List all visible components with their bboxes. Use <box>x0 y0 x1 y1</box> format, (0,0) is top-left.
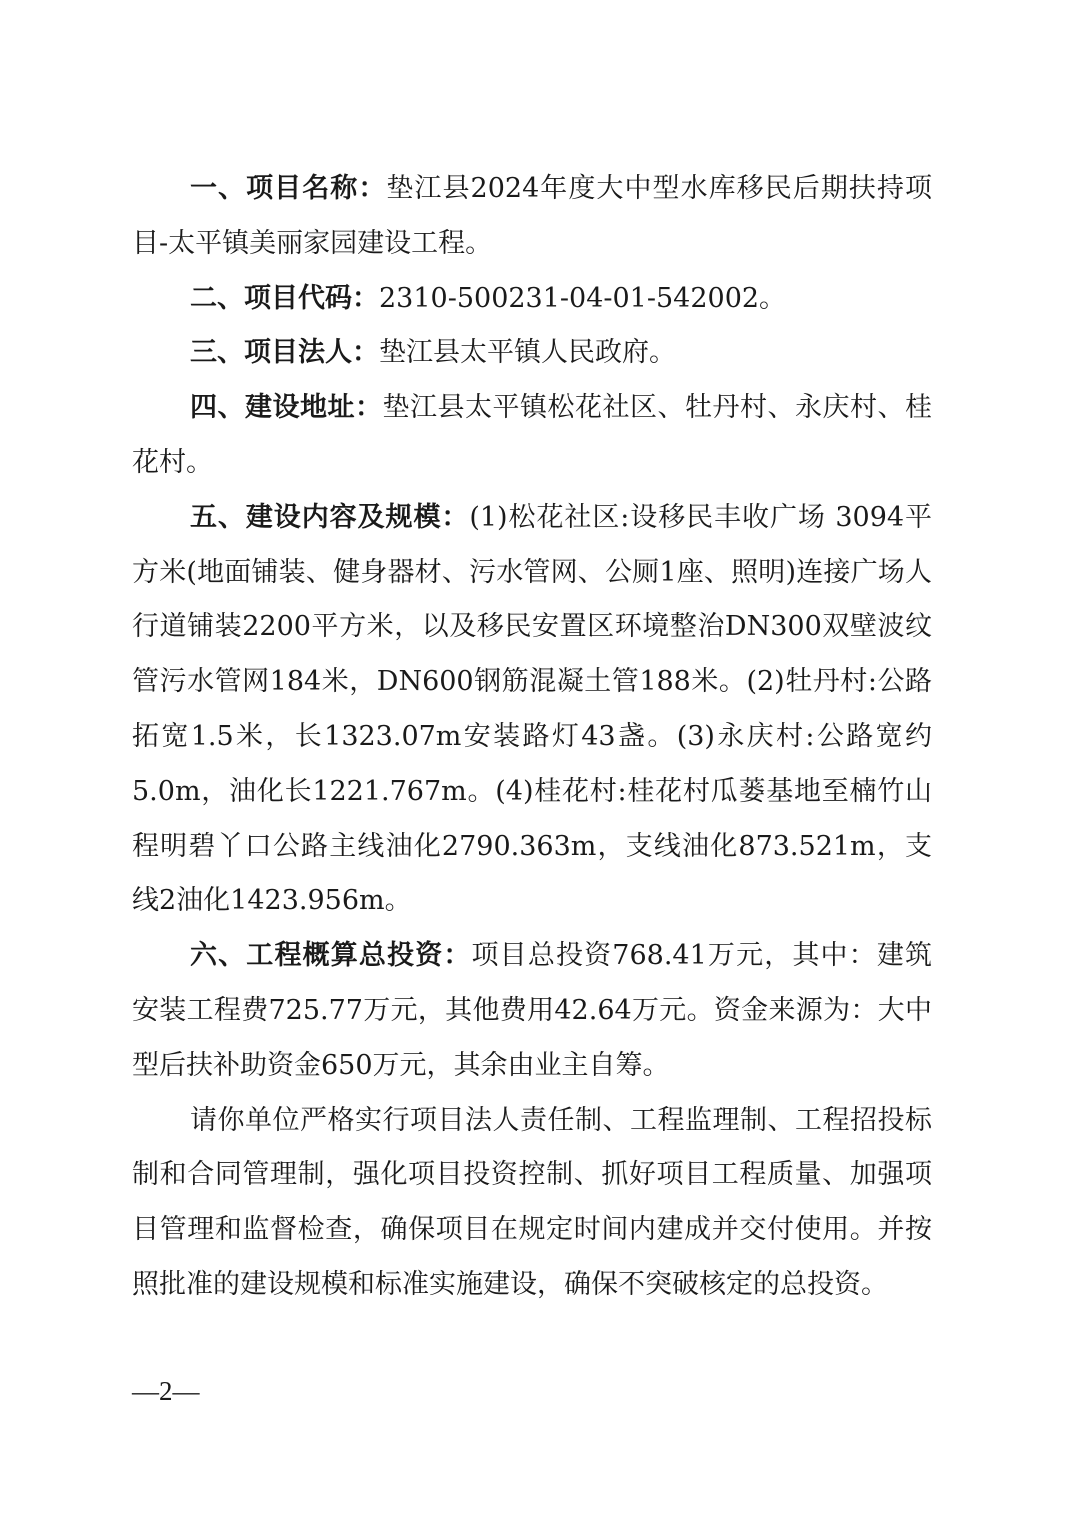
page-number: —2— <box>132 1376 200 1406</box>
section-text: 2310-500231-04-01-542002。 <box>379 282 787 314</box>
section-project-name <box>132 162 932 272</box>
section-legal-person <box>132 326 932 381</box>
document-body <box>132 162 932 1313</box>
section-text: 垫江县太平镇松花社区、牡丹村、永庆村、桂花村。 <box>132 392 932 478</box>
section-project-code <box>132 272 932 327</box>
section-label: 六、工程概算总投资： <box>190 940 472 972</box>
section-scope <box>132 491 932 929</box>
section-address <box>132 381 932 491</box>
section-label: 四、建设地址： <box>190 392 383 424</box>
section-text: 垫江县2024年度大中型水库移民后期扶持项目-太平镇美丽家园建设工程。 <box>132 173 932 259</box>
section-text: 垫江县太平镇人民政府。 <box>379 337 676 369</box>
closing-paragraph: 请你单位严格实行项目法人责任制、工程监理制、工程招投标制和合同管理制，强化项目投资控制、抓好项目工程质量、加强项目管理和监督检查，确保项目在规定时间内建成并交付使用。并按照批准的建设规模和标准实施建设，确保不突破核定的总投资。 <box>132 1104 932 1300</box>
section-text: 项目总投资768.41万元，其中：建筑安装工程费725.77万元，其他费用42.64万元。资金来源为：大中型后扶补助资金650万元，其余由业主自筹。 <box>132 940 932 1081</box>
section-label: 二、项目代码： <box>190 282 379 314</box>
section-label: 一、项目名称： <box>190 173 387 204</box>
section-label: 五、建设内容及规模： <box>190 501 470 533</box>
section-investment <box>132 929 932 1093</box>
section-text: (1)松花社区:设移民丰收广场 3094平方米(地面铺装、健身器材、污水管网、公厕1座、照明)连接广场人行道铺装2200平方米，以及移民安置区环境整治DN300双壁波纹管污水管网184米，DN600钢筋混凝土管188米。(2)牡丹村:公路拓宽1.5米，长1323.07m安装路灯43盏。(3)永庆村:公路宽约5.0m，油化长1221.767m。(4)桂花村:桂花村瓜蒌基地至楠竹山程明碧丫口公路主线油化2790.363m，支线油化873.521m，支线2油化1423.956m。 <box>132 501 932 917</box>
section-label: 三、项目法人： <box>190 337 379 369</box>
